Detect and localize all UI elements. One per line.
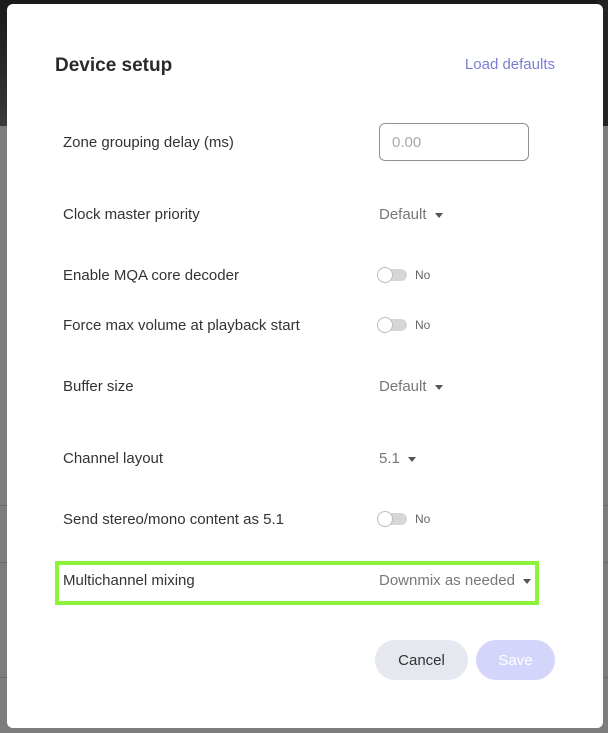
setting-label: Send stereo/mono content as 5.1 — [63, 510, 284, 528]
channel-layout-dropdown[interactable] — [379, 450, 416, 467]
force-max-volume-toggle[interactable] — [379, 318, 430, 332]
toggle-state: No — [415, 318, 431, 332]
setting-control — [379, 123, 529, 161]
toggle-switch[interactable] — [379, 269, 407, 281]
toggle-knob — [378, 268, 392, 282]
setting-label: Force max volume at playback start — [63, 316, 300, 334]
setting-label: Clock master priority — [63, 205, 200, 223]
zone-grouping-delay-input[interactable] — [379, 123, 529, 161]
dropdown-value[interactable] — [379, 206, 443, 223]
setting-row-send-stereo-as-51 — [63, 504, 543, 534]
device-setup-dialog — [7, 4, 603, 728]
setting-row-zone-grouping-delay — [63, 127, 543, 157]
chevron-down-icon — [435, 213, 443, 218]
multichannel-mixing-dropdown[interactable] — [379, 572, 531, 589]
toggle-knob — [378, 318, 392, 332]
cancel-button[interactable]: Cancel — [375, 640, 468, 680]
toggle-state: No — [415, 268, 431, 282]
setting-row-buffer-size — [63, 371, 543, 401]
setting-row-force-max-volume — [63, 310, 543, 340]
dropdown-value-text: 5.1 — [379, 449, 400, 467]
setting-label: Channel layout — [63, 449, 164, 467]
setting-row-multichannel-mixing — [63, 565, 543, 595]
chevron-down-icon — [435, 385, 443, 390]
buffer-size-dropdown[interactable] — [379, 378, 443, 395]
dropdown-value-text: Default — [379, 377, 427, 395]
setting-label: Multichannel mixing — [63, 571, 195, 589]
toggle-switch[interactable] — [379, 513, 407, 525]
toggle-knob — [378, 512, 392, 526]
dialog-title: Device setup — [55, 55, 173, 76]
send-stereo-as-51-toggle[interactable] — [379, 512, 430, 526]
setting-label: Zone grouping delay (ms) — [63, 133, 234, 151]
save-button[interactable]: Save — [476, 640, 555, 680]
chevron-down-icon — [523, 579, 531, 584]
toggle-switch[interactable] — [379, 319, 407, 331]
clock-master-priority-dropdown[interactable] — [379, 206, 443, 223]
setting-row-enable-mqa — [63, 260, 543, 290]
dropdown-value[interactable] — [379, 572, 531, 589]
load-defaults-link[interactable]: Load defaults — [464, 56, 555, 73]
chevron-down-icon — [408, 457, 416, 462]
toggle-state: No — [415, 512, 431, 526]
setting-row-clock-master-priority — [63, 199, 543, 229]
enable-mqa-toggle[interactable] — [379, 268, 430, 282]
dropdown-value-text: Downmix as needed — [379, 571, 515, 589]
setting-label: Buffer size — [63, 377, 134, 395]
dropdown-value-text: Default — [379, 205, 427, 223]
setting-row-channel-layout — [63, 443, 543, 473]
dropdown-value[interactable] — [379, 378, 443, 395]
setting-label: Enable MQA core decoder — [63, 266, 239, 284]
dropdown-value[interactable] — [379, 450, 416, 467]
